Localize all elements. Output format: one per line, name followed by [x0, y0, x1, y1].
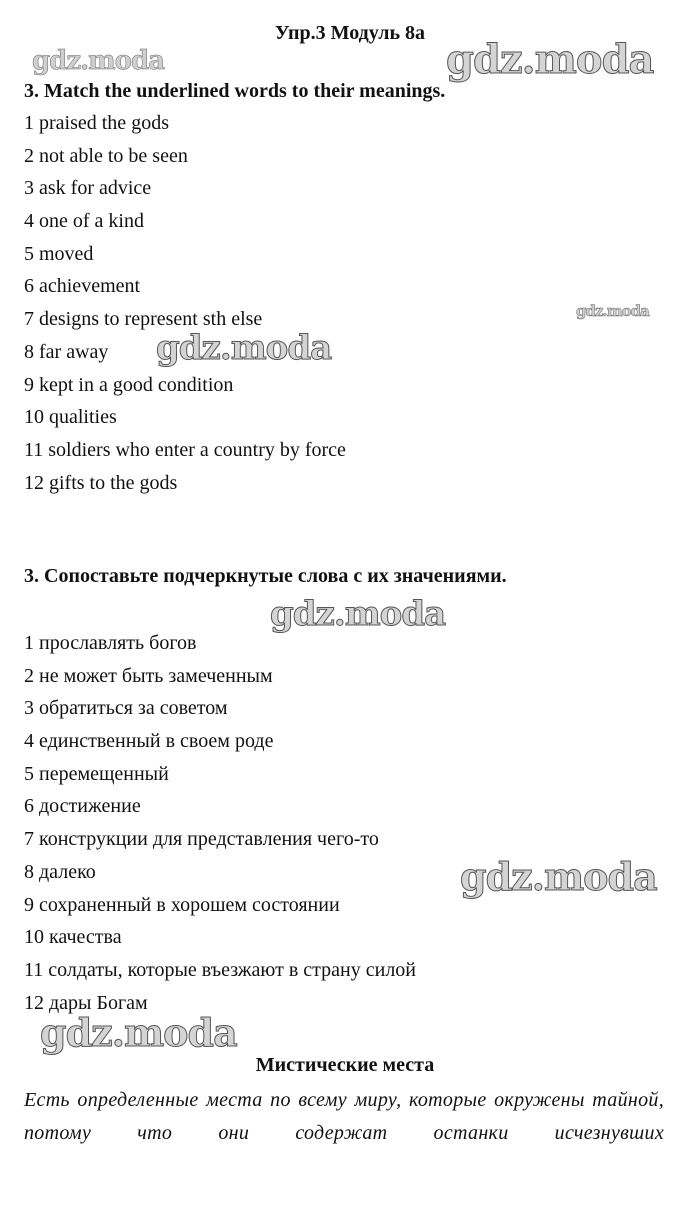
- english-task-heading: 3. Match the underlined words to their meanings.: [24, 80, 446, 102]
- text-body: Есть определенные места по всему миру, которые окружены тайной, потому что они содержат останки исчезнувших: [24, 1089, 664, 1144]
- list-item: 12 gifts to the gods: [24, 471, 178, 494]
- list-item: 6 achievement: [24, 275, 141, 298]
- watermark: gdz.moda: [156, 328, 332, 368]
- page-header: Упр.3 Модуль 8а: [274, 22, 426, 44]
- list-item: 2 не может быть замеченным: [24, 664, 273, 687]
- list-item: 5 moved: [24, 242, 94, 265]
- list-item: 7 конструкции для представления чего-то: [24, 828, 379, 851]
- list-item: 9 kept in a good condition: [24, 373, 234, 396]
- english-meanings-list: [24, 107, 346, 499]
- list-item: 8 далеко: [24, 860, 96, 883]
- list-item: 10 качества: [24, 926, 122, 949]
- list-item: 5 перемещенный: [24, 762, 169, 785]
- list-item: 9 сохраненный в хорошем состоянии: [24, 893, 340, 916]
- list-item: 11 soldiers who enter a country by force: [24, 438, 346, 461]
- list-item: 6 достижение: [24, 795, 141, 818]
- list-item: 10 qualities: [24, 406, 117, 429]
- watermark: gdz.moda: [446, 36, 654, 83]
- list-item: 7 designs to represent sth else: [24, 308, 263, 331]
- watermark: gdz.moda: [32, 46, 165, 76]
- list-item: 4 one of a kind: [24, 210, 144, 233]
- watermark: gdz.moda: [40, 1010, 237, 1055]
- list-item: 1 praised the gods: [24, 112, 169, 134]
- list-item: 2 not able to be seen: [24, 144, 188, 167]
- watermark: gdz.moda: [576, 302, 649, 320]
- list-item: 4 единственный в своем роде: [24, 730, 274, 753]
- list-item: 3 ask for advice: [24, 177, 152, 200]
- russian-meanings-list: [24, 627, 416, 1019]
- list-item: 8 far away: [24, 340, 109, 363]
- list-item: 3 обратиться за советом: [24, 697, 228, 720]
- list-item: 11 солдаты, которые въезжают в страну силой: [24, 958, 417, 981]
- watermark: gdz.moda: [270, 594, 446, 634]
- russian-task-heading: 3. Сопоставьте подчеркнутые слова с их значениями.: [24, 565, 507, 587]
- list-item: 12 дары Богам: [24, 991, 148, 1014]
- list-item: 1 прославлять богов: [24, 632, 197, 654]
- text-title: Мистические места: [255, 1054, 435, 1076]
- watermark: gdz.moda: [460, 854, 657, 899]
